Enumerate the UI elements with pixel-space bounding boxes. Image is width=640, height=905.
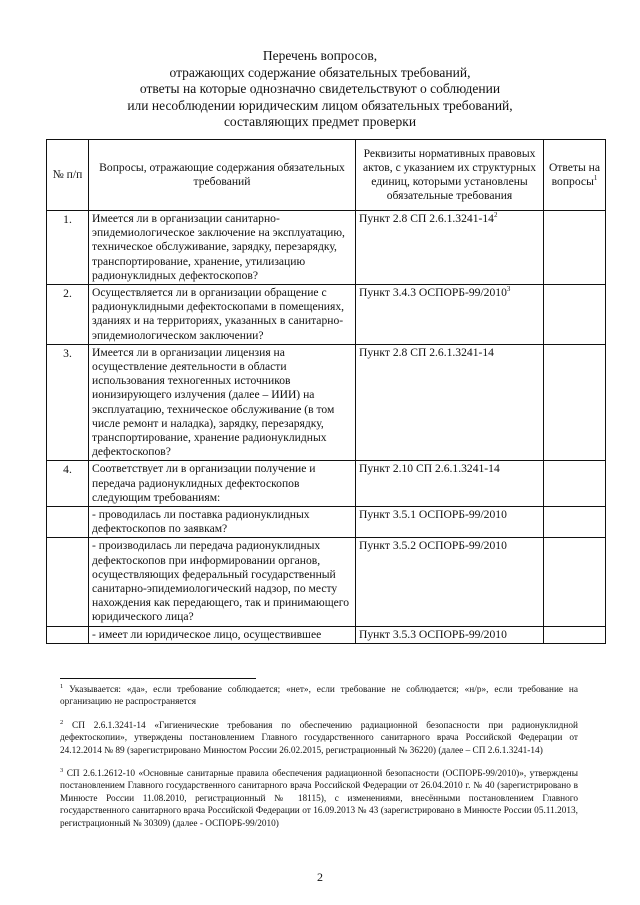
row-question: - проводилась ли поставка радионуклидных дефектоскопов по заявкам? xyxy=(89,507,356,538)
requisite-text: Пункт 2.10 СП 2.6.1.3241-14 xyxy=(359,462,500,476)
row-requisite xyxy=(356,507,544,538)
row-number: 4. xyxy=(47,461,89,507)
header-num: № п/п xyxy=(47,140,89,211)
footnote-mark: 3 xyxy=(60,766,64,774)
header-answers xyxy=(544,140,606,211)
table-header-row xyxy=(47,140,606,211)
row-number: 1. xyxy=(47,211,89,285)
title-line: Перечень вопросов, xyxy=(262,48,378,63)
row-answer[interactable] xyxy=(544,538,606,626)
row-answer[interactable] xyxy=(544,211,606,285)
row-requisite xyxy=(356,626,544,643)
footnote-ref: 2 xyxy=(493,211,498,220)
row-answer[interactable] xyxy=(544,344,606,461)
requisite-text: Пункт 2.8 СП 2.6.1.3241-14 xyxy=(359,212,494,225)
row-answer[interactable] xyxy=(544,626,606,643)
row-requisite xyxy=(356,344,544,461)
row-requisite xyxy=(356,461,544,507)
footnote xyxy=(60,768,578,830)
row-answer[interactable] xyxy=(544,285,606,345)
document-title xyxy=(60,48,580,131)
footnote-ref: 1 xyxy=(593,174,598,183)
requisite-text: Пункт 3.4.3 ОСПОРБ-99/2010 xyxy=(359,286,507,300)
footnote-ref: 3 xyxy=(506,285,511,294)
footnote-divider xyxy=(60,678,256,679)
footnote-text: Указывается: «да», если требование соблюдается; «нет», если требование не соблюдается; «н/р», если требование на организацию не распространяется xyxy=(60,685,579,708)
footnote-text: СП 2.6.1.3241-14 «Гигиенические требования по обеспечению радиационной безопасности при радионуклидной дефектоскопии», утверждены постановлением Главного государственного санитарного врача Российской Федерации от 24.12.2014 № 89 (зарегистрировано Минюстом России 26.02.2015, регистрационный № 36220) (далее – СП 2.6.1.3241-14) xyxy=(60,720,578,756)
footnote xyxy=(60,684,578,709)
row-question: - производилась ли передача радионуклидных дефектоскопов при информировании органов, осуществляющих федеральный государственный санитарно-эпидемиологический надзор, по месту нахождения как передающего, так и принимающего юридического лица? xyxy=(89,538,356,626)
table-row xyxy=(47,211,606,285)
row-number xyxy=(47,538,89,626)
row-question: Имеется ли в организации санитарно-эпидемиологическое заключение на эксплуатацию, техническое обслуживание, зарядку, перезарядку, транспортирование, хранение, утилизацию радионуклидных дефектоскопов? xyxy=(89,211,356,285)
row-number xyxy=(47,626,89,643)
title-line: или несоблюдении юридическим лицом обязательных требований, xyxy=(127,97,513,113)
row-answer[interactable] xyxy=(544,507,606,538)
title-line: ответы на которые однозначно свидетельствуют о соблюдении xyxy=(139,81,501,97)
footnote xyxy=(60,720,578,757)
table-row xyxy=(47,461,606,507)
footnote-mark: 1 xyxy=(60,682,64,690)
header-question: Вопросы, отражающие содержания обязательных требований xyxy=(89,140,356,211)
row-number xyxy=(47,507,89,538)
table-row xyxy=(47,285,606,345)
page-number: 2 xyxy=(317,870,323,884)
row-requisite xyxy=(356,211,544,285)
table-row xyxy=(47,344,606,461)
header-answers-text: Ответы на вопросы xyxy=(548,160,601,188)
requisite-text: Пункт 3.5.2 ОСПОРБ-99/2010 xyxy=(359,539,507,553)
table-row xyxy=(47,538,606,626)
row-question: Осуществляется ли в организации обращение с радионуклидными дефектоскопами в помещениях, зданиях и на территориях, указанных в санитарно-эпидемиологическом заключении? xyxy=(89,285,356,345)
header-requisites: Реквизиты нормативных правовых актов, с указанием их структурных единиц, которыми установлены обязательные требования xyxy=(356,140,544,211)
footnote-text: СП 2.6.1.2612-10 «Основные санитарные правила обеспечения радиационной безопасности (ОСПОРБ-99/2010)», утверждены постановлением Главного государственного санитарного врача Российской Федерации от 26.04.2010 г. № 40 (зарегистрировано в Минюсте России 11.08.2010, регистрационный № 18115), с изменениями, внесёнными постановлением Главного государственного санитарного врача Российской Федерации от 16.09.2013 № 43 (зарегистрировано в Минюсте России 05.11.2013, регистрационный № 30309) (далее - ОСПОРБ-99/2010) xyxy=(60,769,579,829)
row-number: 2. xyxy=(47,285,89,345)
title-line: составляющих предмет проверки xyxy=(223,114,417,130)
row-question: Имеется ли в организации лицензия на осуществление деятельности в области использования техногенных источников ионизирующего излучения (далее – ИИИ) на эксплуатацию, техническое обслуживание (в том числе ремонт и наладка), зарядку, перезарядку, транспортирование, хранение радионуклидных дефектоскопов? xyxy=(89,344,356,461)
requisite-text: Пункт 3.5.1 ОСПОРБ-99/2010 xyxy=(359,508,507,522)
row-requisite xyxy=(356,285,544,345)
title-line: отражающих содержание обязательных требований, xyxy=(169,64,471,80)
table-row xyxy=(47,507,606,538)
row-requisite xyxy=(356,538,544,626)
row-number: 3. xyxy=(47,344,89,461)
requisite-text: Пункт 2.8 СП 2.6.1.3241-14 xyxy=(359,345,494,359)
footnotes xyxy=(60,678,578,841)
table-row xyxy=(47,626,606,643)
row-question: Соответствует ли в организации получение и передача радионуклидных дефектоскопов следующим требованиям: xyxy=(89,461,356,507)
requirements-table xyxy=(46,139,606,644)
row-question: - имеет ли юридическое лицо, осуществившее xyxy=(89,626,356,643)
requisite-text: Пункт 3.5.3 ОСПОРБ-99/2010 xyxy=(359,627,507,641)
footnote-mark: 2 xyxy=(60,718,64,726)
row-answer[interactable] xyxy=(544,461,606,507)
